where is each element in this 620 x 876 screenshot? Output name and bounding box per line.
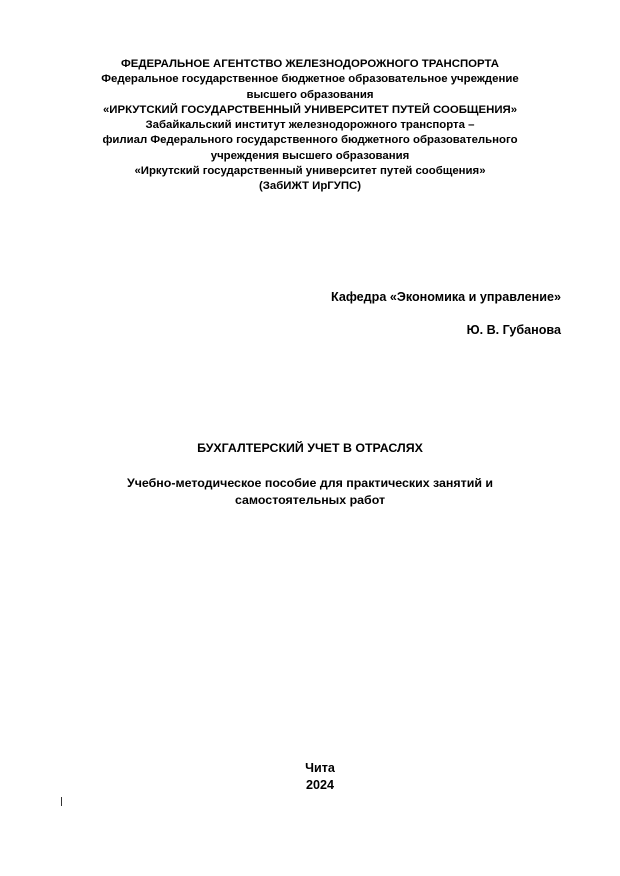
department-name: Кафедра «Экономика и управление» [330,290,561,304]
header-line-university-name: «ИРКУТСКИЙ ГОСУДАРСТВЕННЫЙ УНИВЕРСИТЕТ ПУТЕЙ СООБЩЕНИЯ» [102,103,518,116]
subtitle-line-1: Учебно-методическое пособие для практических занятий и [126,476,494,490]
publication-year: 2024 [305,778,335,792]
header-line-parent-university: «Иркутский государственный университет путей сообщения» [134,165,486,178]
author-name: Ю. В. Губанова [466,323,561,337]
header-line-abbreviation: (ЗабИЖТ ИрГУПС) [258,180,362,193]
header-line-institute: Забайкальский институт железнодорожного транспорта – [145,119,475,132]
header-line-institution-type: Федеральное государственное бюджетное образовательное учреждение [101,73,519,86]
page-margin-mark [61,797,62,806]
header-line-branch: филиал Федерального государственного бюджетного образовательного [102,134,518,147]
subtitle-line-2: самостоятельных работ [234,493,386,507]
publication-footer [0,760,620,794]
publication-city: Чита [305,761,335,775]
header-line-education-level: высшего образования [246,88,374,101]
header-line-agency: ФЕДЕРАЛЬНОЕ АГЕНТСТВО ЖЕЛЕЗНОДОРОЖНОГО ТРАНСПОРТА [121,58,499,70]
institution-header [40,57,580,195]
document-subtitle [40,475,580,509]
header-line-branch-education: учреждения высшего образования [210,149,410,162]
document-title: БУХГАЛТЕРСКИЙ УЧЕТ В ОТРАСЛЯХ [197,441,423,455]
